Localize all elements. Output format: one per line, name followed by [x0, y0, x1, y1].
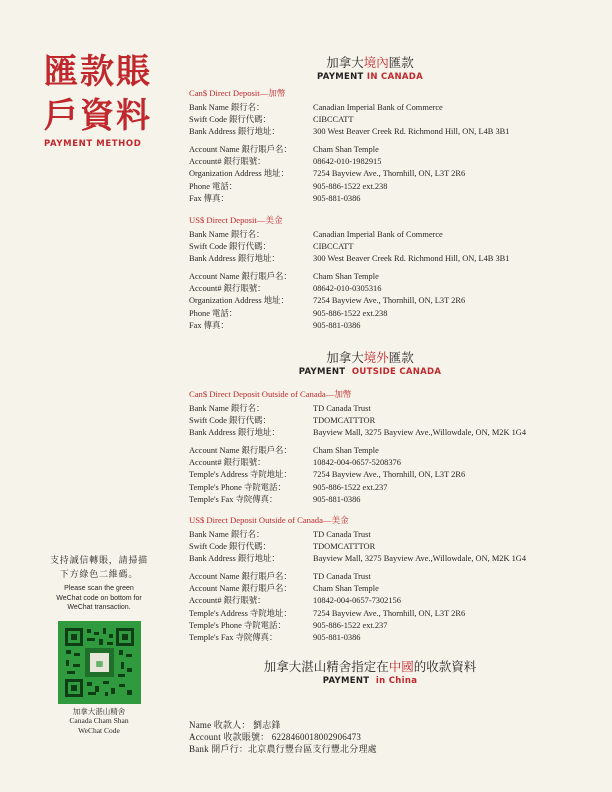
- china-payment-info: [189, 719, 589, 755]
- list-item: Temple's Phone 寺院電話： 905-886-1522 ext.237: [189, 482, 388, 492]
- heading-zh: 加拿大境內匯款: [326, 55, 414, 70]
- heading-outside-canada: [190, 348, 550, 377]
- list-item: Temple's Address 寺院地址： 7254 Bayview Ave., Thornhill, ON, L3T 2R6: [189, 470, 466, 480]
- section-title: Can$ Direct Deposit—加幣: [189, 88, 286, 98]
- list-item: Bank Name 銀行名： Canadian Imperial Bank of Commerce: [189, 229, 443, 239]
- heading-en: PAYMENT IN CANADA: [317, 72, 423, 82]
- list-item: Account Name 銀行賬戶名： TD Canada Trust: [189, 571, 371, 581]
- heading-zh: 加拿大境外匯款: [326, 350, 414, 365]
- section-cad-outside-canada: [189, 388, 589, 506]
- wechat-qr-code[interactable]: [58, 621, 141, 704]
- list-item: Bank Name 銀行名： TD Canada Trust: [189, 529, 371, 539]
- list-item: Phone 電話： 905-886-1522 ext.238: [189, 181, 388, 191]
- heading-en: PAYMENT in China: [322, 676, 418, 686]
- list-item: Fax 傳真： 905-881-0386: [189, 321, 361, 331]
- title-line-2: 戶資料: [44, 96, 152, 136]
- list-item: Account Name 銀行賬戶名： Cham Shan Temple: [189, 445, 379, 455]
- recipient-bank: Bank 開戶行：北京農行豐台區支行豐北分理處: [189, 744, 377, 754]
- list-item: Swift Code 銀行代碼： TDOMCATTTOR: [189, 541, 376, 551]
- wechat-note: [40, 553, 158, 735]
- list-item: Account# 銀行賬號： 08642-010-1982915: [189, 157, 382, 167]
- list-item: Swift Code 銀行代碼： TDOMCATTTOR: [189, 415, 376, 425]
- title-line-1: 匯款賬: [44, 52, 152, 92]
- heading-in-china: [190, 657, 550, 686]
- bank-info-list: [189, 229, 589, 266]
- heading-in-canada: [190, 53, 550, 82]
- list-item: Account Name 銀行賬戶名： Cham Shan Temple: [189, 584, 379, 594]
- note-zh-line-2: 下方綠色二維碼。: [59, 569, 139, 579]
- list-item: Swift Code 銀行代碼： CIBCCATT: [189, 114, 354, 124]
- recipient-name: Name 收款人： 劉志鋒: [189, 720, 281, 730]
- list-item: Bank Address 銀行地址： 300 West Beaver Creek Rd. Richmond Hill, ON, L4B 3B1: [189, 254, 510, 264]
- list-item: Bank Name 銀行名： Canadian Imperial Bank of Commerce: [189, 102, 443, 112]
- section-usd-in-canada: [189, 214, 589, 332]
- list-item: Temple's Phone 寺院電話： 905-886-1522 ext.237: [189, 621, 388, 631]
- account-info-list: [189, 144, 589, 205]
- section-usd-outside-canada: [189, 514, 589, 645]
- bank-info-list: [189, 102, 589, 139]
- section-cad-in-canada: [189, 87, 589, 205]
- bank-info-list: [189, 529, 589, 566]
- heading-zh: 加拿大湛山精舍指定在中國的收款資料: [263, 659, 477, 674]
- list-item: Swift Code 銀行代碼： CIBCCATT: [189, 241, 354, 251]
- section-title: Can$ Direct Deposit Outside of Canada—加幣: [189, 389, 352, 399]
- qr-caption: 加拿大湛山精舍 Canada Cham Shan WeChat Code: [69, 706, 129, 735]
- account-info-list: [189, 445, 589, 506]
- list-item: Account# 銀行賬號： 08642-010-0305316: [189, 284, 382, 294]
- list-item: Account# 銀行賬號： 10842-004-0657-5208376: [189, 458, 401, 468]
- list-item: Temple's Address 寺院地址： 7254 Bayview Ave., Thornhill, ON, L3T 2R6: [189, 608, 466, 618]
- list-item: Bank Address 銀行地址： Bayview Mall, 3275 Bayview Ave.,Willowdale, ON, M2K 1G4: [189, 428, 527, 438]
- section-title: US$ Direct Deposit Outside of Canada—美金: [189, 515, 349, 525]
- section-title: US$ Direct Deposit—美金: [189, 215, 283, 225]
- list-item: Bank Name 銀行名： TD Canada Trust: [189, 403, 371, 413]
- list-item: Bank Address 銀行地址： Bayview Mall, 3275 Bayview Ave.,Willowdale, ON, M2K 1G4: [189, 554, 527, 564]
- page-title-block: [44, 50, 152, 149]
- list-item: Organization Address 地址： 7254 Bayview Ave., Thornhill, ON, L3T 2R6: [189, 296, 466, 306]
- payment-method-label: PAYMENT METHOD: [44, 139, 142, 149]
- list-item: Temple's Fax 寺院傳真： 905-881-0386: [189, 495, 361, 505]
- list-item: Bank Address 銀行地址： 300 West Beaver Creek Rd. Richmond Hill, ON, L4B 3B1: [189, 127, 510, 137]
- list-item: Account Name 銀行賬戶名： Cham Shan Temple: [189, 271, 379, 281]
- svg-text:▦: ▦: [95, 658, 103, 668]
- list-item: Phone 電話： 905-886-1522 ext.238: [189, 308, 388, 318]
- list-item: Organization Address 地址： 7254 Bayview Ave., Thornhill, ON, L3T 2R6: [189, 169, 466, 179]
- qr-code-icon: [63, 626, 136, 699]
- account-info-list: [189, 271, 589, 332]
- note-en: Please scan the green WeChat code on bottom for WeChat transaction.: [56, 585, 142, 611]
- list-item: Temple's Fax 寺院傳真： 905-881-0386: [189, 633, 361, 643]
- account-info-list: [189, 571, 589, 645]
- heading-en: PAYMENT OUTSIDE CANADA: [298, 367, 442, 377]
- recipient-account: Account 收款賬號： 6228460018002906473: [189, 732, 362, 742]
- list-item: Fax 傳真： 905-881-0386: [189, 194, 361, 204]
- list-item: Account Name 銀行賬戶名： Cham Shan Temple: [189, 144, 379, 154]
- note-zh-line-1: 支持誠信轉賬，請掃描: [49, 555, 148, 565]
- list-item: Account# 銀行賬號： 10842-004-0657-7302156: [189, 596, 401, 606]
- bank-info-list: [189, 403, 589, 440]
